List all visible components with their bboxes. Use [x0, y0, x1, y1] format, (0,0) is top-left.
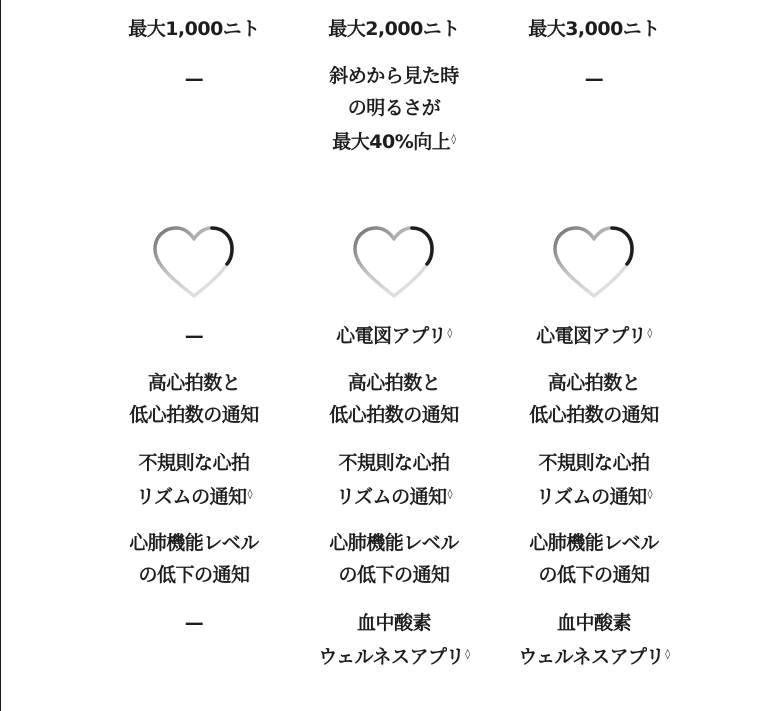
cardio-line-2: の低下の通知: [138, 564, 250, 586]
cardio-line-1: 心肺機能レベル: [129, 532, 259, 554]
angle-line-3: 最大40%向上: [332, 131, 451, 153]
irregular-line-1: 不規則な心拍: [338, 452, 450, 474]
irregular-line-2: リズムの通知: [335, 486, 447, 508]
cardio-line-2: の低下の通知: [538, 564, 650, 586]
blood-oxygen-line-2: ウェルネスアプリ: [318, 646, 465, 668]
angle-brightness: [94, 63, 294, 95]
hr-notify-line-2: 低心拍数の通知: [529, 404, 659, 426]
ecg-app: [94, 320, 294, 352]
hr-notify-line-1: 高心拍数と: [547, 372, 641, 394]
angle-line-2: の明るさが: [347, 97, 441, 119]
left-border: [0, 0, 1, 711]
ecg-app: [494, 318, 694, 352]
ecg-app: [294, 318, 494, 352]
footnote-mark: ◊: [247, 489, 253, 500]
blood-oxygen-line-1: 血中酸素: [556, 612, 631, 634]
brightness-value: [494, 13, 694, 45]
hr-notify-line-2: 低心拍数の通知: [129, 404, 259, 426]
angle-brightness: [494, 63, 694, 95]
blood-oxygen-app: [494, 607, 694, 673]
high-low-heart-rate-notifications: [494, 367, 694, 431]
irregular-rhythm-notifications: [94, 447, 294, 513]
irregular-line-2: リズムの通知: [535, 486, 647, 508]
hr-notify-line-1: 高心拍数と: [147, 372, 241, 394]
not-available-dash: —: [184, 68, 204, 90]
brightness-text: 最大1,000ニト: [128, 18, 260, 40]
heart-rate-icon: [351, 224, 437, 304]
footnote-mark: ◊: [647, 328, 652, 339]
cardio-line-2: の低下の通知: [338, 564, 450, 586]
irregular-line-2: リズムの通知: [135, 486, 247, 508]
blood-oxygen-line-1: 血中酸素: [356, 612, 431, 634]
ecg-app-text: 心電図アプリ: [336, 325, 447, 347]
brightness-value: [94, 13, 294, 45]
footnote-mark: ◊: [665, 649, 670, 660]
brightness-text: 最大3,000ニト: [528, 18, 660, 40]
blood-oxygen-line-2: ウェルネスアプリ: [518, 646, 665, 668]
high-low-heart-rate-notifications: [94, 367, 294, 431]
irregular-rhythm-notifications: [494, 447, 694, 513]
brightness-value: [294, 13, 494, 45]
cardio-fitness-notifications: [294, 527, 494, 591]
not-available-dash: —: [584, 68, 604, 90]
high-low-heart-rate-notifications: [294, 367, 494, 431]
heart-rate-icon: [151, 224, 237, 304]
brightness-text: 最大2,000ニト: [328, 18, 460, 40]
hr-notify-line-1: 高心拍数と: [347, 372, 441, 394]
blood-oxygen-app: [294, 607, 494, 673]
cardio-line-1: 心肺機能レベル: [329, 532, 459, 554]
footnote-mark: ◊: [447, 328, 452, 339]
footnote-mark: ◊: [647, 489, 653, 500]
irregular-rhythm-notifications: [294, 447, 494, 513]
footnote-mark: ◊: [447, 489, 453, 500]
cardio-fitness-notifications: [94, 527, 294, 591]
footnote-mark: ◊: [465, 649, 470, 660]
cardio-fitness-notifications: [494, 527, 694, 591]
cardio-line-1: 心肺機能レベル: [529, 532, 659, 554]
footnote-mark: ◊: [451, 134, 456, 145]
angle-brightness: [294, 60, 494, 158]
hr-notify-line-2: 低心拍数の通知: [329, 404, 459, 426]
not-available-dash: —: [184, 612, 204, 634]
irregular-line-1: 不規則な心拍: [138, 452, 250, 474]
ecg-app-text: —: [184, 325, 204, 347]
angle-line-1: 斜めから見た時: [329, 65, 459, 87]
irregular-line-1: 不規則な心拍: [538, 452, 650, 474]
ecg-app-text: 心電図アプリ: [536, 325, 647, 347]
blood-oxygen-app: [94, 607, 294, 639]
heart-rate-icon: [551, 224, 637, 304]
